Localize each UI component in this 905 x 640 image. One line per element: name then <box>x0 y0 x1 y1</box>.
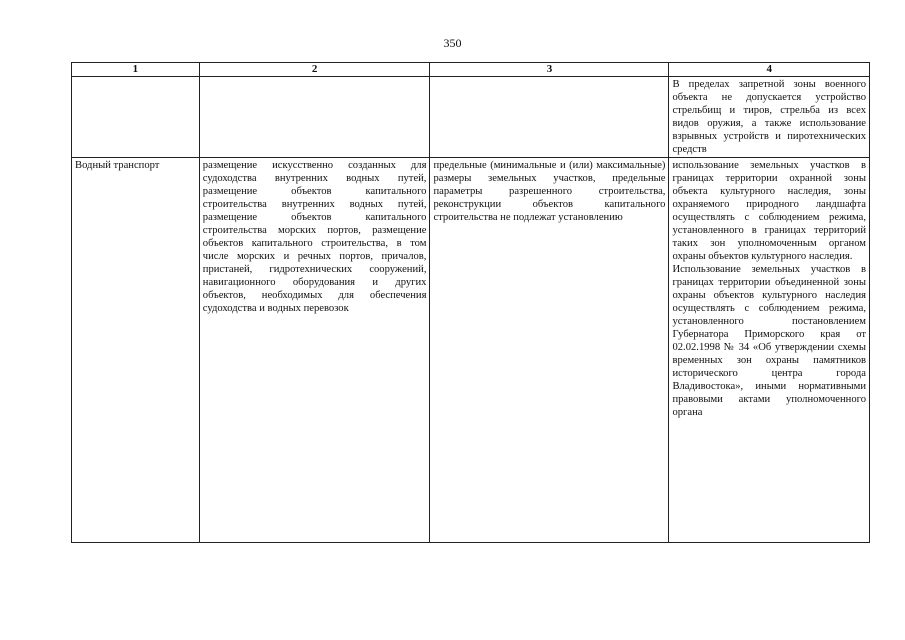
restrictions-paragraph-1: использование земельных участков в границах территории охранной зоны объекта культурного наследия, зоны охраняемого природного ландшафта осуществлять с соблюдением режима, установленного в границах территорий таких зон уполномоченным органом охраны объектов культурного наследия. <box>672 160 866 262</box>
cell-row1-col2 <box>199 77 430 158</box>
header-col-3: 3 <box>430 63 669 77</box>
cell-row1-col4: В пределах запретной зоны военного объекта не допускается устройство стрельбищ и тиров, стрельба из всех видов оружия, а также использование взрывных устройств и пиротехнических средств <box>669 77 870 158</box>
restrictions-cell <box>669 158 870 543</box>
use-description-cell: размещение искусственно созданных для судоходства внутренних водных путей, размещение объектов капитального строительства внутренних водных путей, размещение объектов капитального строительства морских портов, размещение объектов капитального строительства, в том числе морских и речных портов, причалов, пристаней, гидротехнических сооружений, навигационного оборудования и других объектов, необходимых для обеспечения судоходства и водных перевозок <box>199 158 430 543</box>
page-number: 350 <box>443 36 462 50</box>
cell-row1-col3 <box>430 77 669 158</box>
table-row <box>72 158 870 543</box>
cell-row1-col1 <box>72 77 200 158</box>
header-col-1: 1 <box>72 63 200 77</box>
table-row <box>72 77 870 158</box>
limits-cell: предельные (минимальные и (или) максимальные) размеры земельных участков, предельные параметры разрешенного строительства, реконструкции объектов капитального строительства не подлежат установлению <box>430 158 669 543</box>
zoning-table <box>71 62 870 543</box>
header-col-4: 4 <box>669 63 870 77</box>
use-type-cell: Водный транспорт <box>72 158 200 543</box>
header-col-2: 2 <box>199 63 430 77</box>
restrictions-paragraph-2: Использование земельных участков в границах территории объединенной зоны охраны объектов культурного наследия осуществлять с соблюдением режима, установленного постановлением Губернатора Приморского края от 02.02.1998 № 34 «Об утверждении схемы временных зон охраны памятников исторического центра города Владивостока», иными нормативными правовыми актами уполномоченного органа <box>672 264 866 418</box>
header-row <box>72 63 870 77</box>
